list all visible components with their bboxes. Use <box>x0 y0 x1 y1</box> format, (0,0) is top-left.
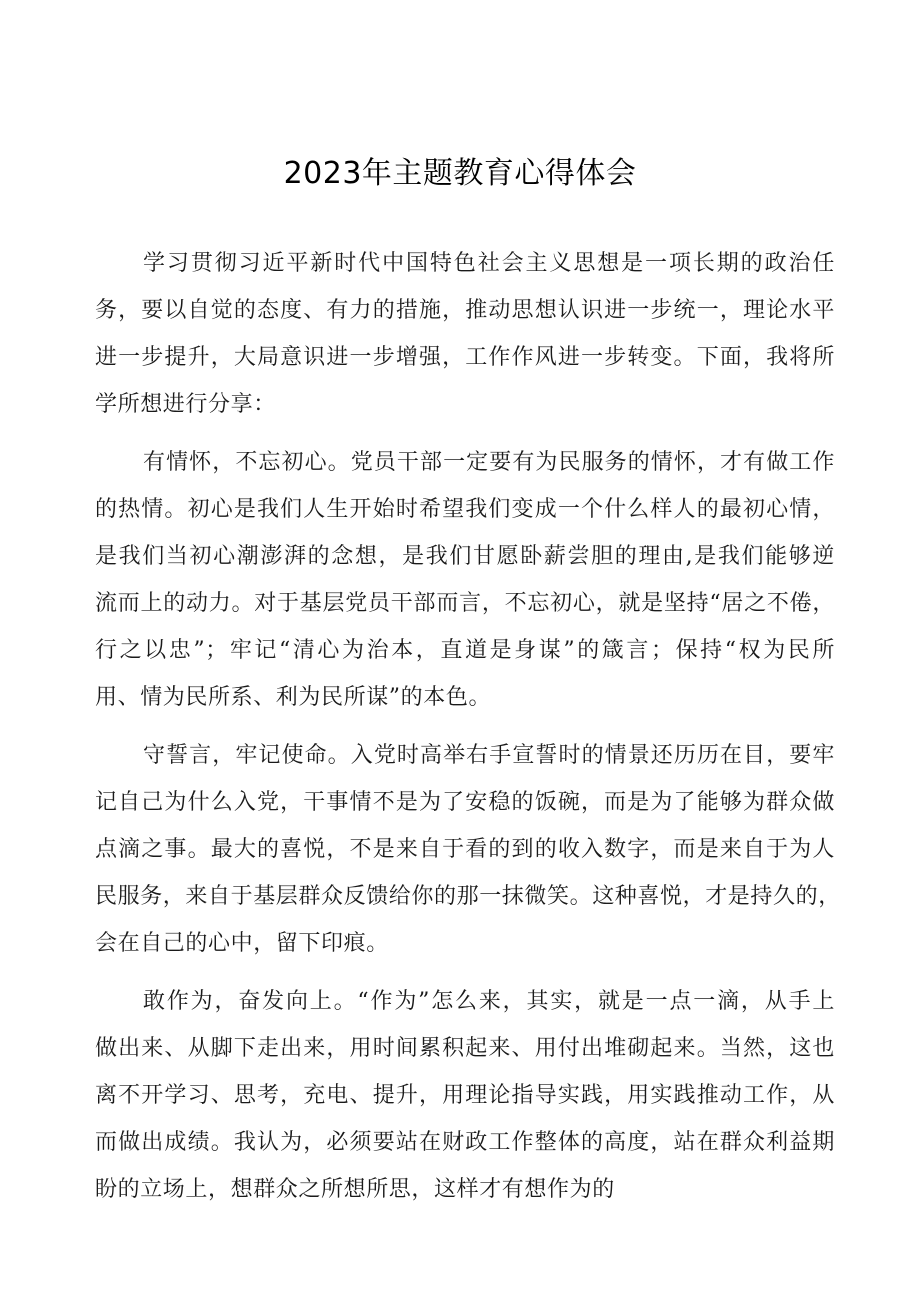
document-body <box>95 240 841 1224</box>
paragraph-line: 盼的立场上，想群众之所想所思，这样才有想作为的 <box>95 1177 615 1202</box>
paragraph-mission <box>95 732 841 967</box>
document-title: 2023年主题教育心得体会 <box>283 156 637 191</box>
paragraph-action <box>95 978 835 1213</box>
paragraph-line: 的热情。初心是我们人生开始时希望我们变成一个什么样人的最初心情， <box>95 497 835 522</box>
paragraph-line: 会在自己的心中，留下印痕。 <box>95 931 389 956</box>
paragraph-line: 有情怀，不忘初心。党员干部一定要有为民服务的情怀，才有做工作 <box>143 450 835 475</box>
paragraph-line: 是我们当初心潮澎湃的念想，是我们甘愿卧薪尝胆的理由,是我们能够逆 <box>95 544 835 569</box>
paragraph-line: 而做出成绩。我认为，必须要站在财政工作整体的高度，站在群众利益期 <box>95 1130 835 1155</box>
paragraph-line: 务，要以自觉的态度、有力的措施，推动思想认识进一步统一，理论水平 <box>95 298 835 323</box>
paragraph-line: 行之以忠”；牢记“清心为治本，直道是身谋”的箴言；保持“权为民所 <box>95 638 835 663</box>
paragraph-line: 用、情为民所系、利为民所谋”的本色。 <box>95 685 492 710</box>
paragraph-line: 守誓言，牢记使命。入党时高举右手宣誓时的情景还历历在目，要牢 <box>143 743 835 768</box>
paragraph-line: 离不开学习、思考，充电、提升，用理论指导实践，用实践推动工作，从 <box>95 1083 835 1108</box>
paragraph-line: 进一步提升，大局意识进一步增强，工作作风进一步转变。下面，我将所 <box>95 345 835 370</box>
paragraph-line: 流而上的动力。对于基层党员干部而言，不忘初心，就是坚持“居之不倦， <box>95 591 835 616</box>
paragraph-line: 记自己为什么入党，干事情不是为了安稳的饭碗，而是为了能够为群众做 <box>95 790 835 815</box>
paragraph-original-aspiration <box>95 439 835 721</box>
paragraph-line: 学所想进行分享： <box>95 392 276 417</box>
paragraph-line: 学习贯彻习近平新时代中国特色社会主义思想是一项长期的政治任 <box>143 251 835 276</box>
paragraph-intro <box>95 240 835 428</box>
paragraph-line: 做出来、从脚下走出来，用时间累积起来、用付出堆砌起来。当然，这也 <box>95 1036 835 1061</box>
paragraph-line: 敢作为，奋发向上。“作为”怎么来，其实，就是一点一滴，从手上 <box>143 989 835 1014</box>
paragraph-line: 点滴之事。最大的喜悦，不是来自于看的到的收入数字，而是来自于为人 <box>95 837 835 862</box>
paragraph-line: 民服务，来自于基层群众反馈给你的那一抹微笑。这种喜悦，才是持久的， <box>95 884 841 909</box>
